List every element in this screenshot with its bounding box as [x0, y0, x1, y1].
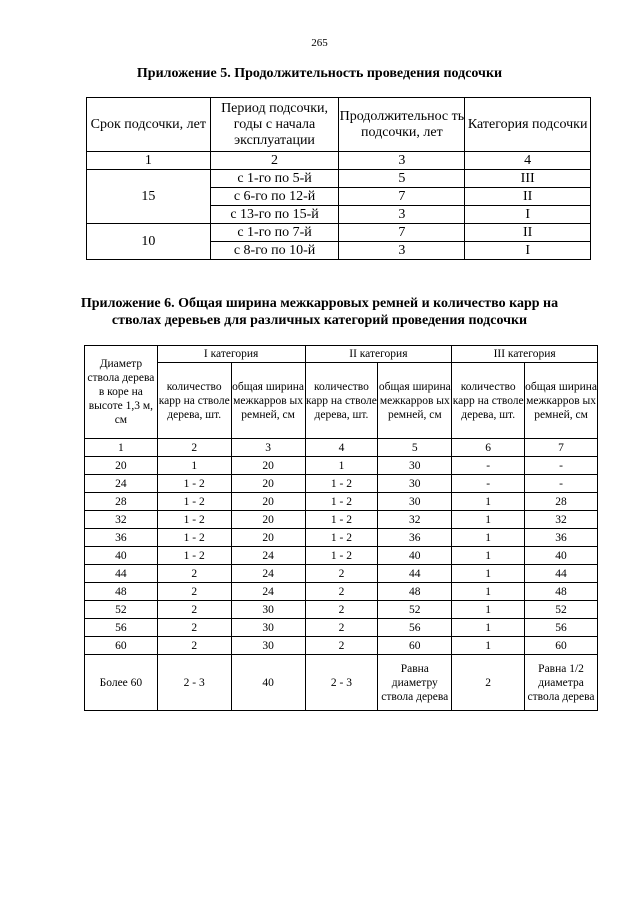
table-cell: 1 - 2	[305, 547, 378, 565]
col-number: 3	[339, 152, 465, 170]
table-row	[85, 637, 598, 655]
table-cell: 36	[378, 529, 452, 547]
appendix6-title-line2: стволах деревьев для различных категорий проведения подсочки	[111, 313, 528, 328]
table-row	[85, 583, 598, 601]
table-cell: 44	[85, 565, 158, 583]
header-duration: Продолжительнос ть подсочки, лет	[339, 98, 465, 152]
table-cell: 2 - 3	[157, 655, 231, 711]
table-cell: 30	[231, 619, 305, 637]
table-cell: 32	[378, 511, 452, 529]
table-row	[85, 511, 598, 529]
table-row	[85, 529, 598, 547]
table-cell: 24	[231, 565, 305, 583]
table-cell: -	[525, 457, 598, 475]
header-count: количество карр на стволе дерева, шт.	[305, 363, 378, 439]
table-cell: -	[452, 457, 525, 475]
table-cell: 1	[452, 601, 525, 619]
table-cell: 30	[378, 475, 452, 493]
duration-cell: 5	[339, 170, 465, 188]
header-category-1: I категория	[157, 346, 305, 363]
table-cell: 2	[157, 637, 231, 655]
header-count: количество карр на стволе дерева, шт.	[452, 363, 525, 439]
table-cell: 52	[85, 601, 158, 619]
table-cell: 1 - 2	[157, 493, 231, 511]
table-cell: 20	[231, 457, 305, 475]
table-row	[85, 655, 598, 711]
table-cell: 44	[378, 565, 452, 583]
col-number: 1	[85, 439, 158, 457]
table-cell: 56	[378, 619, 452, 637]
table-cell: 24	[231, 547, 305, 565]
table-row	[87, 224, 591, 242]
table-cell: 1 - 2	[157, 475, 231, 493]
table-cell: 1	[452, 565, 525, 583]
table-cell: 2	[157, 565, 231, 583]
table-cell: 2	[452, 655, 525, 711]
table-cell: 48	[85, 583, 158, 601]
table-cell: 52	[378, 601, 452, 619]
table-cell: 2	[157, 619, 231, 637]
table-cell: 60	[378, 637, 452, 655]
table-row	[85, 493, 598, 511]
header-term: Срок подсочки, лет	[87, 98, 211, 152]
header-width: общая ширина межкарров ых ремней, см	[525, 363, 598, 439]
table-cell: 1 - 2	[157, 511, 231, 529]
col-number: 4	[305, 439, 378, 457]
table-cell: 48	[378, 583, 452, 601]
col-number: 3	[231, 439, 305, 457]
category-cell: I	[465, 242, 591, 260]
duration-cell: 7	[339, 224, 465, 242]
appendix6-title	[0, 295, 639, 329]
table-cell: 56	[85, 619, 158, 637]
col-number: 2	[157, 439, 231, 457]
table-row	[85, 547, 598, 565]
col-number: 6	[452, 439, 525, 457]
table-cell: 40	[231, 655, 305, 711]
table-cell: 36	[525, 529, 598, 547]
header-category: Категория подсочки	[465, 98, 591, 152]
term-cell: 15	[87, 170, 211, 224]
table-cell: 1	[452, 547, 525, 565]
table-row	[85, 565, 598, 583]
table-cell: 1 - 2	[305, 493, 378, 511]
duration-cell: 7	[339, 188, 465, 206]
table-cell: 2	[305, 601, 378, 619]
table-cell: 1	[452, 583, 525, 601]
table-cell: 32	[85, 511, 158, 529]
table-cell: 40	[525, 547, 598, 565]
term-cell: 10	[87, 224, 211, 260]
table-cell: 30	[231, 637, 305, 655]
header-width: общая ширина межкарров ых ремней, см	[231, 363, 305, 439]
table-cell: 24	[85, 475, 158, 493]
appendix6-table	[84, 345, 598, 711]
table-cell: 24	[231, 583, 305, 601]
header-count: количество карр на стволе дерева, шт.	[157, 363, 231, 439]
header-width: общая ширина межкарров ых ремней, см	[378, 363, 452, 439]
duration-cell: 3	[339, 206, 465, 224]
table-cell: 36	[85, 529, 158, 547]
header-category-3: III категория	[452, 346, 598, 363]
table-cell: 32	[525, 511, 598, 529]
table-cell: 1	[452, 619, 525, 637]
table-cell: 30	[378, 493, 452, 511]
table-cell: 1 - 2	[305, 475, 378, 493]
page-number: 265	[311, 37, 328, 49]
table-cell: 44	[525, 565, 598, 583]
table-cell: 1	[305, 457, 378, 475]
table-cell: 20	[231, 475, 305, 493]
table-cell: 48	[525, 583, 598, 601]
col-number: 5	[378, 439, 452, 457]
table-cell: 60	[85, 637, 158, 655]
table-cell: 1 - 2	[157, 547, 231, 565]
table-cell: 1	[452, 529, 525, 547]
table-cell: 28	[85, 493, 158, 511]
table-cell: 1	[452, 493, 525, 511]
table-row	[85, 457, 598, 475]
period-cell: с 13-го по 15-й	[210, 206, 339, 224]
table-cell: 40	[378, 547, 452, 565]
table-cell: 2	[157, 601, 231, 619]
category-cell: III	[465, 170, 591, 188]
table-cell: 1 - 2	[305, 529, 378, 547]
col-number: 2	[210, 152, 339, 170]
table-cell: 60	[525, 637, 598, 655]
col-number: 7	[525, 439, 598, 457]
table-cell: Более 60	[85, 655, 158, 711]
table-row	[85, 601, 598, 619]
table-cell: 2	[305, 583, 378, 601]
category-cell: II	[465, 188, 591, 206]
header-period: Период подсочки, годы с начала эксплуатации	[210, 98, 339, 152]
table-cell: 1 - 2	[157, 529, 231, 547]
table-cell: 52	[525, 601, 598, 619]
header-category-2: II категория	[305, 346, 452, 363]
table-cell: 2	[305, 619, 378, 637]
table-cell: 1	[452, 637, 525, 655]
table-cell: 30	[378, 457, 452, 475]
table-row	[87, 170, 591, 188]
table-cell: 20	[231, 529, 305, 547]
category-cell: I	[465, 206, 591, 224]
period-cell: с 6-го по 12-й	[210, 188, 339, 206]
table-cell: 40	[85, 547, 158, 565]
header-diameter: Диаметр ствола дерева в коре на высоте 1,3 м, см	[85, 346, 158, 439]
table-row	[85, 619, 598, 637]
col-number: 4	[465, 152, 591, 170]
appendix5-table	[86, 97, 591, 260]
table-cell: -	[452, 475, 525, 493]
col-number: 1	[87, 152, 211, 170]
table-cell: 20	[231, 511, 305, 529]
table-cell: 1	[157, 457, 231, 475]
period-cell: с 1-го по 5-й	[210, 170, 339, 188]
duration-cell: 3	[339, 242, 465, 260]
table-cell: 56	[525, 619, 598, 637]
period-cell: с 8-го по 10-й	[210, 242, 339, 260]
table-cell: 2 - 3	[305, 655, 378, 711]
table-cell: 2	[157, 583, 231, 601]
table-cell: 20	[231, 493, 305, 511]
table-cell: 20	[85, 457, 158, 475]
table-cell: 2	[305, 565, 378, 583]
table-cell: 2	[305, 637, 378, 655]
period-cell: с 1-го по 7-й	[210, 224, 339, 242]
table-cell: 30	[231, 601, 305, 619]
category-cell: II	[465, 224, 591, 242]
appendix5-title: Приложение 5. Продолжительность проведения подсочки	[136, 66, 503, 81]
table-cell: 1 - 2	[305, 511, 378, 529]
appendix6-title-line1: Приложение 6. Общая ширина межкарровых ремней и количество карр на	[80, 296, 559, 311]
table-cell: Равна 1/2 диаметра ствола дерева	[525, 655, 598, 711]
table-cell: 1	[452, 511, 525, 529]
table-cell: -	[525, 475, 598, 493]
table-row	[85, 475, 598, 493]
table-cell: Равна диаметру ствола дерева	[378, 655, 452, 711]
table-cell: 28	[525, 493, 598, 511]
